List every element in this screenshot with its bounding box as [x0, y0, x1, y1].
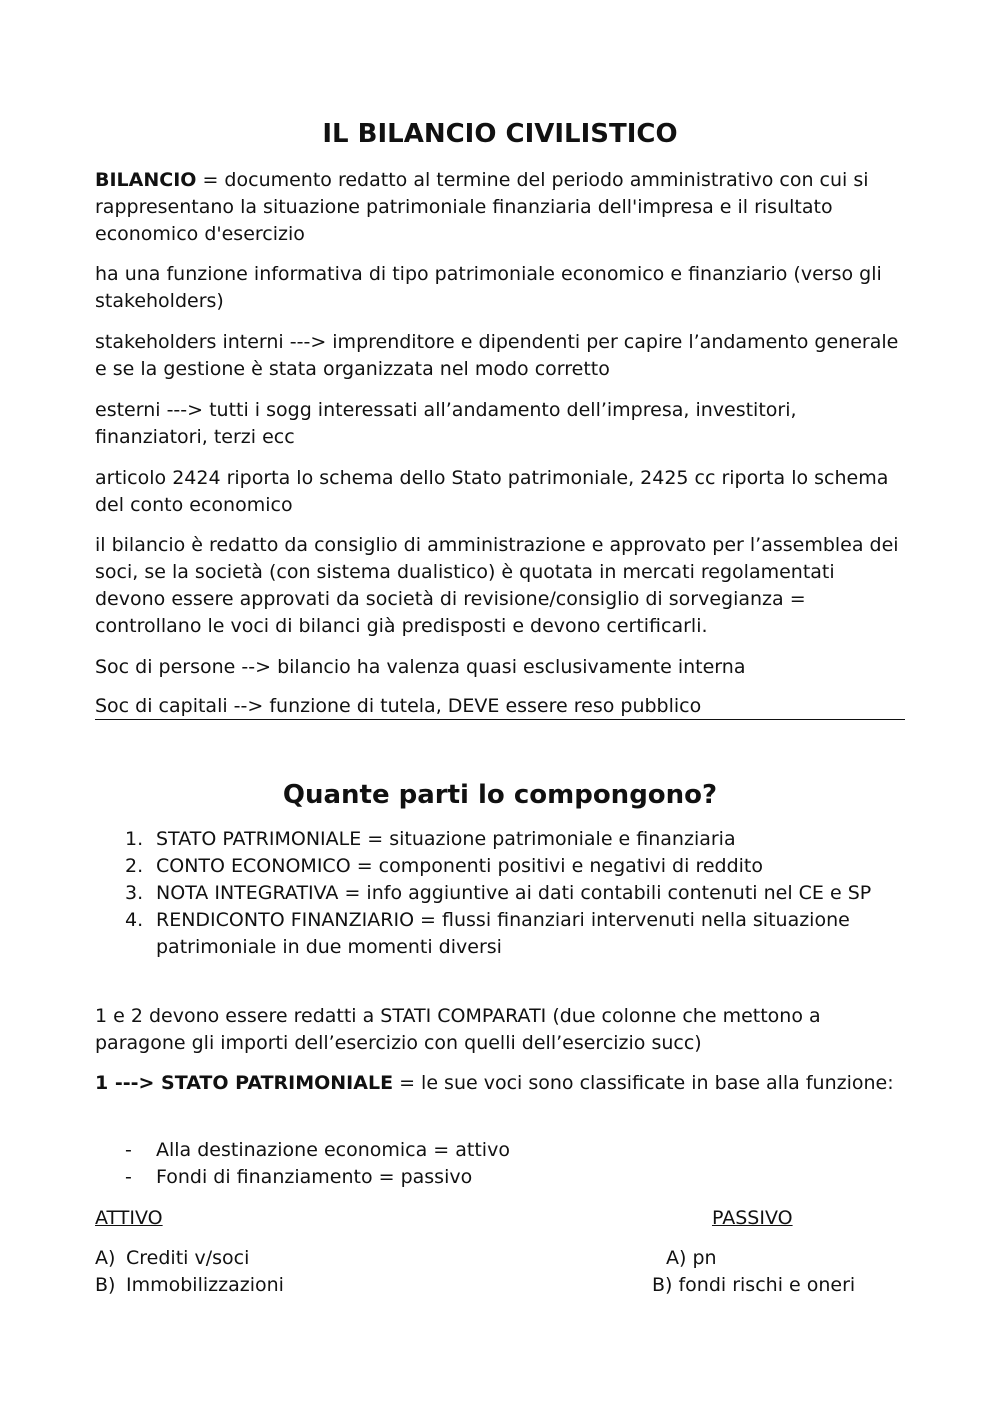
passivo-entry: A) pn [666, 1247, 717, 1269]
stato-patrimoniale-definition: = le sue voci sono classificate in base alla funzione: [393, 1072, 894, 1094]
list-item [95, 1164, 905, 1191]
attivo-entries [95, 1245, 495, 1299]
list-item-text: Alla destinazione economica = attivo [156, 1139, 510, 1161]
entry-text: Immobilizzazioni [126, 1274, 284, 1296]
bilancio-term: BILANCIO [95, 169, 197, 191]
stato-patrimoniale-term: 1 ---> STATO PATRIMONIALE [95, 1072, 394, 1094]
list-item [95, 853, 905, 880]
paragraph-soc-capitali: Soc di capitali --> funzione di tutela, DEVE essere reso pubblico [95, 695, 702, 717]
numbered-list [95, 826, 905, 961]
passivo-heading: PASSIVO [712, 1207, 793, 1229]
attivo-entry [95, 1272, 495, 1299]
paragraph-stati-comparati: 1 e 2 devono essere redatti a STATI COMPARATI (due colonne che mettono a paragone gli importi dell’esercizio con quelli dell’esercizio succ) [95, 1005, 821, 1054]
passivo-entry: B) fondi rischi e oneri [652, 1274, 856, 1296]
paragraph-bilancio-definition [95, 167, 905, 248]
list-item [95, 826, 905, 853]
entry-text: Crediti v/soci [126, 1247, 250, 1269]
section-title: Quante parti lo compongono? [282, 780, 718, 810]
entry-marker: A) [95, 1247, 116, 1269]
attivo-entry [95, 1245, 495, 1272]
paragraph-soc-persone: Soc di persone --> bilancio ha valenza quasi esclusivamente interna [95, 656, 746, 678]
paragraph-redazione-bilancio: il bilancio è redatto da consiglio di amministrazione e approvato per l’assemblea dei soci, se la società (con sistema dualistico) è quotata in mercati regolamentati devono essere approvati da società di revisione/consiglio di sorvegianza = controllano le voci di bilanci già predisposti e devono certificarli. [95, 534, 899, 637]
list-item-text: Fondi di finanziamento = passivo [156, 1166, 473, 1188]
paragraph-stato-patrimoniale [95, 1070, 905, 1097]
list-item-text: STATO PATRIMONIALE = situazione patrimoniale e finanziaria [156, 828, 736, 850]
attivo-column [95, 1205, 495, 1299]
list-item [95, 880, 905, 907]
list-item [95, 907, 905, 961]
list-item-text: NOTA INTEGRATIVA = info aggiuntive ai dati contabili contenuti nel CE e SP [156, 882, 872, 904]
paragraph-funzione-informativa: ha una funzione informativa di tipo patrimoniale economico e finanziario (verso gli stakeholders) [95, 263, 882, 312]
list-item-text: CONTO ECONOMICO = componenti positivi e negativi di reddito [156, 855, 763, 877]
paragraph-stakeholders-esterni: esterni ---> tutti i sogg interessati all’andamento dell’impresa, investitori, finanziatori, terzi ecc [95, 399, 797, 448]
paragraph-stakeholders-interni: stakeholders interni ---> imprenditore e dipendenti per capire l’andamento generale e se la gestione è stata organizzata nel modo corretto [95, 331, 899, 380]
list-number: 4. [125, 909, 144, 931]
list-item [95, 1137, 905, 1164]
dash-list [95, 1137, 905, 1191]
horizontal-rule [95, 719, 905, 720]
entry-marker: B) [95, 1274, 116, 1296]
dash-marker: - [125, 1139, 132, 1161]
attivo-heading: ATTIVO [95, 1207, 163, 1229]
dash-marker: - [125, 1166, 132, 1188]
list-item-text: RENDICONTO FINANZIARIO = flussi finanziari intervenuti nella situazione patrimoniale in due momenti diversi [156, 909, 850, 958]
page-title: IL BILANCIO CIVILISTICO [322, 119, 678, 149]
list-number: 1. [125, 828, 144, 850]
paragraph-articolo: articolo 2424 riporta lo schema dello Stato patrimoniale, 2425 cc riporta lo schema del conto economico [95, 467, 889, 516]
passivo-entries [652, 1245, 905, 1299]
bilancio-definition: = documento redatto al termine del periodo amministrativo con cui si rappresentano la situazione patrimoniale finanziaria dell'impresa e il risultato economico d'esercizio [95, 169, 869, 245]
list-number: 3. [125, 882, 144, 904]
passivo-column [652, 1205, 905, 1299]
list-number: 2. [125, 855, 144, 877]
